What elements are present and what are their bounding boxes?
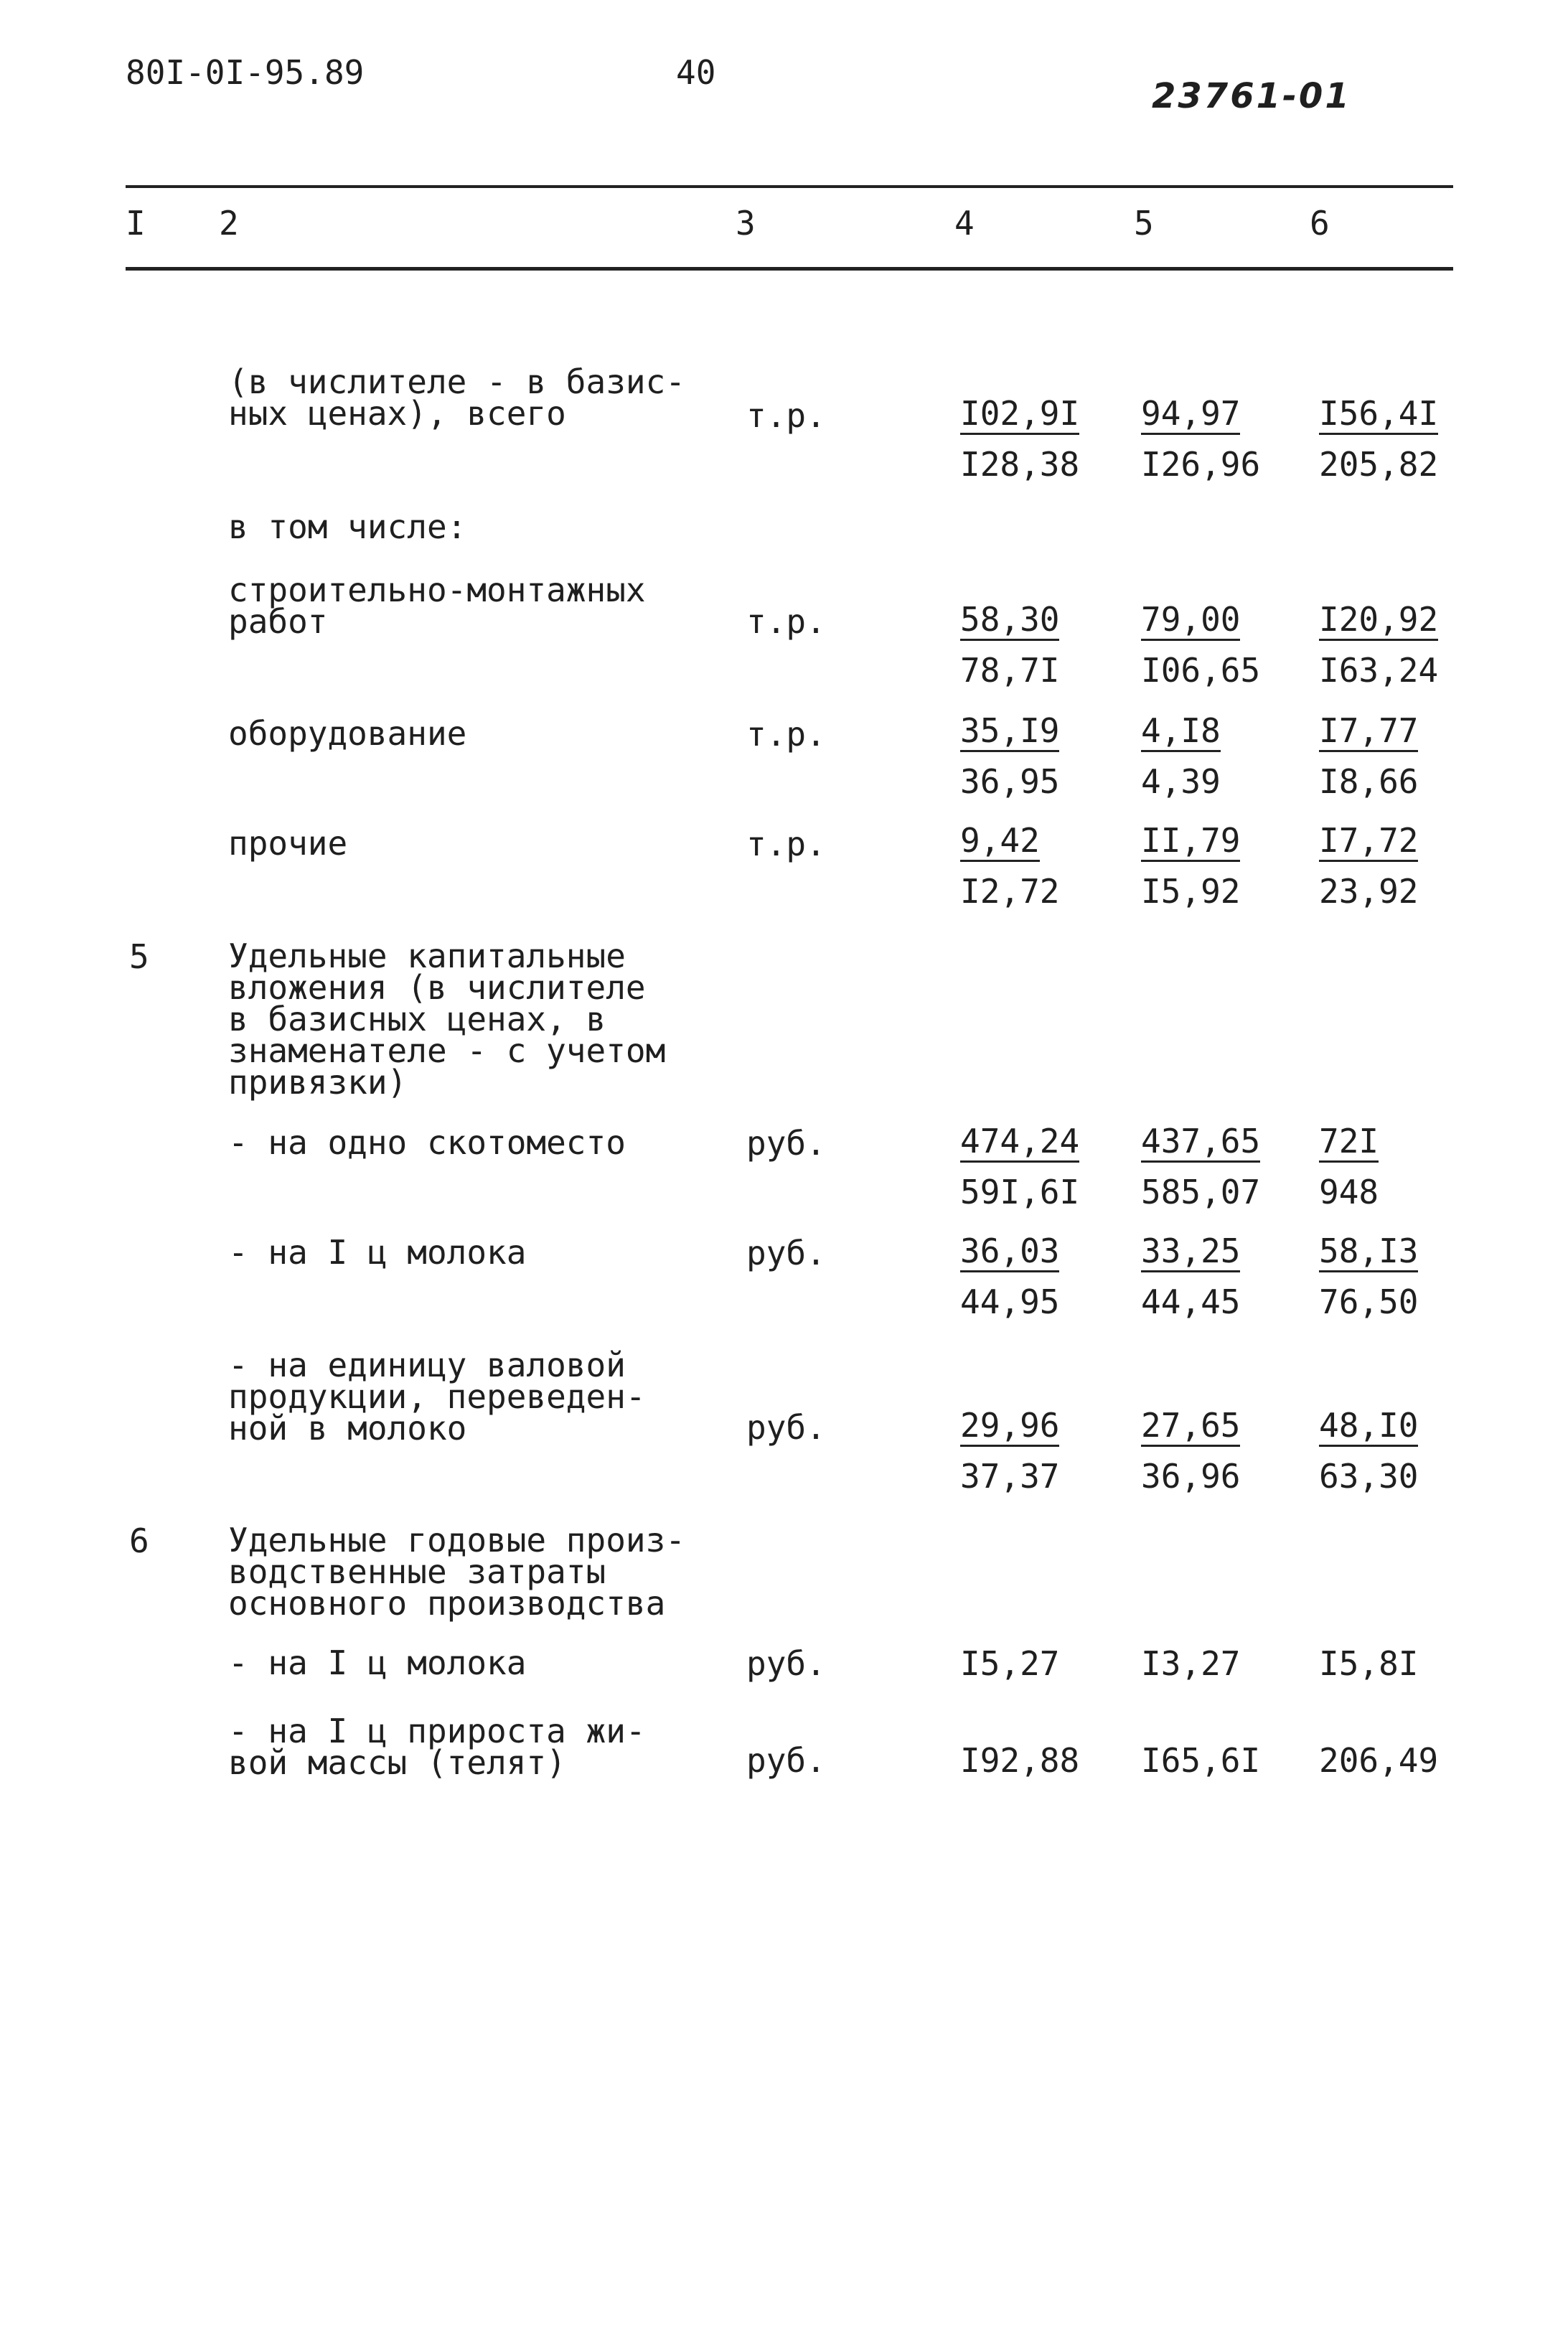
cell-value: I92,88 (960, 1741, 1080, 1780)
row-description: в том числе: (228, 507, 467, 546)
cell-value: 206,49 (1319, 1741, 1439, 1780)
row-unit: т.р. (746, 602, 826, 641)
fraction-value: 79,00 I06,65 (1141, 600, 1261, 690)
column-header-4: 4 (954, 204, 975, 243)
fraction-value: 36,03 44,95 (960, 1232, 1060, 1321)
row-description: Удельные капитальные вложения (в числителе в базисных ценах, в знаменателе - с учетом привязки) (228, 937, 666, 1102)
fraction-value: 58,I3 76,50 (1319, 1232, 1419, 1321)
fraction-value: 27,65 36,96 (1141, 1406, 1241, 1496)
column-header-1: I (126, 204, 146, 243)
column-header-6: 6 (1310, 204, 1330, 243)
cell-value: I3,27 (1141, 1644, 1241, 1683)
row-unit: руб. (746, 1234, 826, 1272)
document-code: 80I-0I-95.89 (126, 53, 365, 92)
column-header-5: 5 (1134, 204, 1154, 243)
row-unit: т.р. (746, 715, 826, 754)
row-description: - на единицу валовой продукции, переведен- ной в молоко (228, 1346, 646, 1448)
fraction-value: I7,72 23,92 (1319, 821, 1419, 911)
fraction-value: 58,30 78,7I (960, 600, 1060, 690)
table-top-rule (126, 185, 1453, 188)
row-description: оборудование (228, 714, 467, 753)
cell-value: I65,6I (1141, 1741, 1261, 1780)
row-unit: руб. (746, 1408, 826, 1447)
row-unit: т.р. (746, 396, 826, 435)
fraction-value: 437,65 585,07 (1141, 1122, 1261, 1211)
row-unit: руб. (746, 1741, 826, 1780)
cell-value: I5,8I (1319, 1644, 1419, 1683)
fraction-value: 72I 948 (1319, 1122, 1379, 1211)
row-unit: т.р. (746, 825, 826, 863)
row-description: строительно-монтажных работ (228, 571, 646, 641)
fraction-value: I20,92 I63,24 (1319, 600, 1439, 690)
row-unit: руб. (746, 1124, 826, 1163)
column-header-2: 2 (219, 204, 239, 243)
row-description: - на I ц молока (228, 1233, 527, 1272)
fraction-value: 9,42 I2,72 (960, 821, 1060, 911)
fraction-value: 33,25 44,45 (1141, 1232, 1241, 1321)
page-number: 40 (676, 53, 716, 92)
fraction-value: I7,77 I8,66 (1319, 711, 1419, 801)
cell-value: I5,27 (960, 1644, 1060, 1683)
fraction-value: 48,I0 63,30 (1319, 1406, 1419, 1496)
row-number: 6 (129, 1521, 149, 1560)
fraction-value: 29,96 37,37 (960, 1406, 1060, 1496)
table-header-rule (126, 267, 1453, 271)
fraction-value: 474,24 59I,6I (960, 1122, 1080, 1211)
row-description: - на одно скотоместо (228, 1123, 626, 1162)
fraction-value: 35,I9 36,95 (960, 711, 1060, 801)
row-description: (в числителе - в базис- ных ценах), всего (228, 362, 685, 433)
row-number: 5 (129, 937, 149, 976)
fraction-value: 4,I8 4,39 (1141, 711, 1221, 801)
row-description: Удельные годовые произ- водственные затраты основного производства (228, 1521, 685, 1623)
row-unit: руб. (746, 1644, 826, 1683)
row-description: - на I ц прироста жи- вой массы (телят) (228, 1712, 646, 1782)
handwritten-stamp: 23761-01 (1152, 76, 1351, 116)
fraction-value: II,79 I5,92 (1141, 821, 1241, 911)
fraction-value: I02,9I I28,38 (960, 394, 1080, 484)
row-description: прочие (228, 824, 348, 863)
fraction-value: I56,4I 205,82 (1319, 394, 1439, 484)
row-description: - на I ц молока (228, 1643, 527, 1682)
fraction-value: 94,97 I26,96 (1141, 394, 1261, 484)
column-header-3: 3 (736, 204, 756, 243)
